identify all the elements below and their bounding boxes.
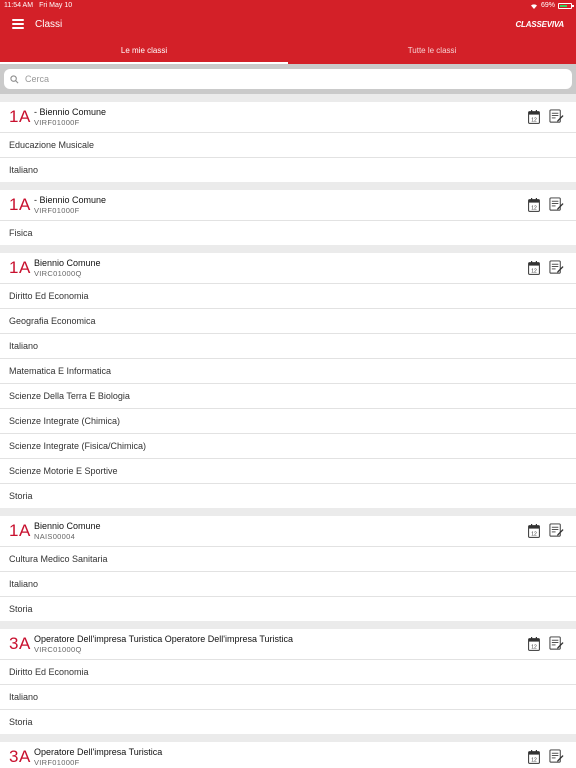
class-name: Biennio Comune — [34, 521, 101, 531]
search-bar — [0, 64, 576, 94]
menu-icon[interactable] — [12, 19, 24, 29]
subject-item[interactable]: Italiano — [9, 165, 39, 175]
subject-item[interactable]: Geografia Economica — [0, 309, 576, 334]
class-name: Operatore Dell'impresa Turistica — [34, 747, 163, 757]
register-edit-icon[interactable] — [549, 636, 564, 651]
classeviva-logo: CLASSEVIVA — [515, 20, 564, 29]
register-edit-icon[interactable] — [549, 260, 564, 275]
class-group — [0, 629, 576, 734]
class-school-code: VIRF01000F — [34, 206, 80, 215]
subject-item[interactable]: Storia — [9, 491, 33, 501]
register-edit-icon[interactable] — [549, 749, 564, 764]
nav-bar — [0, 12, 576, 38]
subject-item[interactable]: Italiano — [0, 334, 576, 359]
calendar-icon[interactable] — [528, 750, 540, 764]
class-group — [0, 516, 576, 621]
subject-item[interactable]: Fisica — [9, 228, 33, 238]
register-edit-icon[interactable] — [549, 197, 564, 212]
status-bar — [0, 0, 576, 12]
calendar-day-number: 12 — [531, 757, 537, 764]
subject-item[interactable]: Educazione Musicale — [0, 133, 576, 158]
class-name: Biennio Comune — [34, 258, 101, 268]
class-group — [0, 742, 576, 768]
class-code: 3A — [9, 634, 31, 653]
class-header[interactable] — [0, 190, 576, 221]
class-name: Operatore Dell'impresa Turistica Operatore Dell'impresa Turistica — [34, 634, 294, 644]
class-header[interactable] — [0, 102, 576, 133]
class-code: 1A — [9, 107, 31, 126]
class-name: - Biennio Comune — [34, 107, 107, 117]
class-code: 1A — [9, 258, 31, 277]
class-list — [0, 94, 576, 768]
class-header[interactable] — [0, 516, 576, 547]
register-edit-icon[interactable] — [549, 109, 564, 124]
status-time: 11:54 AM — [4, 2, 34, 9]
battery-percent: 69% — [540, 2, 555, 9]
subject-item[interactable]: Diritto Ed Economia — [0, 660, 576, 685]
tab-le-mie-classi[interactable]: Le mie classi — [0, 38, 288, 64]
search-icon — [10, 75, 19, 84]
calendar-day-number: 12 — [531, 117, 537, 124]
subject-item[interactable]: Italiano — [0, 572, 576, 597]
class-group — [0, 190, 576, 245]
calendar-day-number: 12 — [531, 205, 537, 212]
subject-item[interactable]: Scienze Integrate (Chimica) — [0, 409, 576, 434]
class-school-code: VIRF01000F — [34, 758, 80, 767]
calendar-icon[interactable] — [528, 261, 540, 275]
class-school-code: VIRC01000Q — [34, 645, 82, 654]
subject-item[interactable]: Scienze Della Terra E Biologia — [0, 384, 576, 409]
calendar-icon[interactable] — [528, 524, 540, 538]
calendar-icon[interactable] — [528, 110, 540, 124]
subject-item[interactable]: Scienze Motorie E Sportive — [0, 459, 576, 484]
tab-tutte-le-classi[interactable]: Tutte le classi — [407, 46, 457, 55]
calendar-day-number: 12 — [531, 531, 537, 538]
class-group — [0, 102, 576, 182]
class-school-code: VIRF01000F — [34, 118, 80, 127]
class-code: 3A — [9, 747, 31, 766]
subject-item[interactable]: Diritto Ed Economia — [0, 284, 576, 309]
class-name: - Biennio Comune — [34, 195, 107, 205]
class-group — [0, 253, 576, 508]
tab-bar — [0, 38, 576, 64]
subject-item[interactable]: Scienze Integrate (Fisica/Chimica) — [0, 434, 576, 459]
class-school-code: VIRC01000Q — [34, 269, 82, 278]
subject-item[interactable]: Cultura Medico Sanitaria — [0, 547, 576, 572]
calendar-icon[interactable] — [528, 198, 540, 212]
search-box[interactable] — [4, 69, 572, 89]
class-header[interactable] — [0, 629, 576, 660]
class-code: 1A — [9, 521, 31, 540]
class-school-code: NAIS00004 — [34, 532, 76, 541]
calendar-day-number: 12 — [531, 268, 537, 275]
subject-item[interactable]: Matematica E Informatica — [0, 359, 576, 384]
page-title: Classi — [35, 19, 63, 30]
subject-item[interactable]: Italiano — [0, 685, 576, 710]
status-date: Fri May 10 — [39, 2, 73, 9]
subject-item[interactable]: Storia — [9, 717, 33, 727]
battery-icon — [558, 3, 572, 9]
search-input[interactable] — [23, 73, 547, 85]
class-code: 1A — [9, 195, 31, 214]
calendar-day-number: 12 — [531, 644, 537, 651]
wifi-icon — [530, 3, 538, 10]
register-edit-icon[interactable] — [549, 523, 564, 538]
class-header[interactable] — [0, 742, 576, 768]
class-header[interactable] — [0, 253, 576, 284]
calendar-icon[interactable] — [528, 637, 540, 651]
subject-item[interactable]: Storia — [9, 604, 33, 614]
